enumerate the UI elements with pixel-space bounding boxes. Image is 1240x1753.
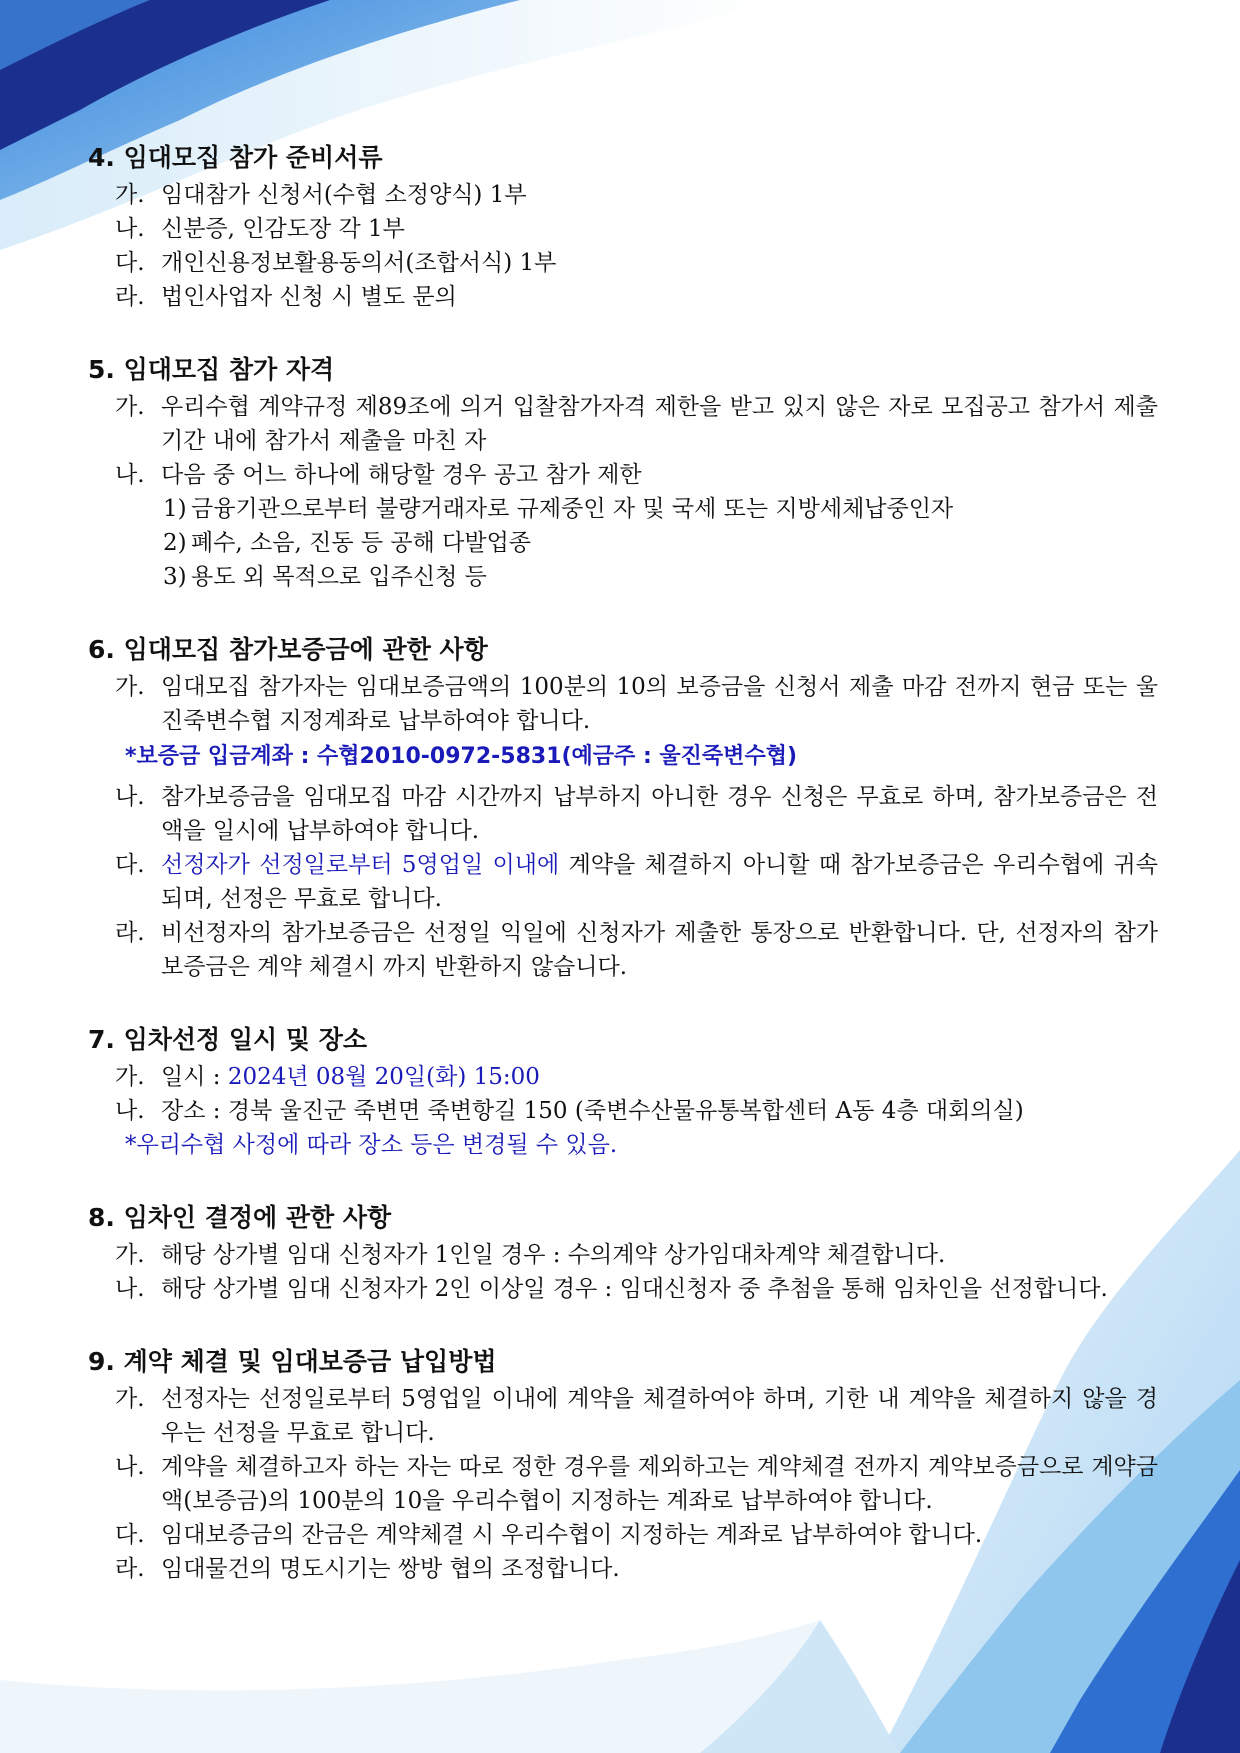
section-8-title: 8. 임차인 결정에 관한 사항 — [88, 1203, 392, 1232]
list-item: 라. 법인사업자 신청 시 별도 문의 — [115, 284, 457, 310]
section-9-title: 9. 계약 체결 및 임대보증금 납입방법 — [88, 1347, 497, 1376]
section-6-title: 6. 임대모집 참가보증금에 관한 사항 — [88, 635, 488, 664]
sub-list-item: 3) 용도 외 목적으로 입주신청 등 — [163, 564, 487, 590]
section-7 — [88, 1022, 1158, 1162]
selection-datetime: 2024년 08월 20일(화) 15:00 — [227, 1064, 540, 1090]
list-item: 라. 비선정자의 참가보증금은 선정일 익일에 신청자가 제출한 통장으로 반환합니다. 단, 선정자의 참가보증금은 계약 체결시 까지 반환하지 않습니다. — [115, 920, 1158, 980]
deposit-account-note: *보증금 입금계좌 : 수협2010-0972-5831(예금주 : 울진죽변수협) — [125, 744, 797, 769]
list-item: 나. 다음 중 어느 하나에 해당할 경우 공고 참가 제한 — [115, 462, 642, 488]
list-item: 나. 해당 상가별 임대 신청자가 2인 이상일 경우 : 임대신청자 중 추첨을 통해 임차인을 선정합니다. — [115, 1276, 1108, 1302]
section-4-title: 4. 임대모집 참가 준비서류 — [88, 143, 383, 172]
section-6 — [88, 632, 1158, 984]
section-4 — [88, 140, 1158, 314]
list-item: 다. 선정자가 선정일로부터 5영업일 이내에 계약을 체결하지 아니할 때 참가보증금은 우리수협에 귀속되며, 선정은 무효로 합니다. — [115, 852, 1158, 912]
list-item: 다. 임대보증금의 잔금은 계약체결 시 우리수협이 지정하는 계좌로 납부하여야 합니다. — [115, 1522, 983, 1548]
list-item: 가. 해당 상가별 임대 신청자가 1인일 경우 : 수의계약 상가임대차계약 체결합니다. — [115, 1242, 946, 1268]
sub-list-item: 1) 금융기관으로부터 불량거래자로 규제중인 자 및 국세 또는 지방세체납중인자 — [163, 496, 954, 522]
sub-list-item: 2) 폐수, 소음, 진동 등 공해 다발업종 — [163, 530, 532, 556]
section-7-title: 7. 임차선정 일시 및 장소 — [88, 1025, 368, 1054]
list-item: 가. 선정자는 선정일로부터 5영업일 이내에 계약을 체결하여야 하며, 기한 내 계약을 체결하지 않을 경우는 선정을 무효로 합니다. — [115, 1386, 1158, 1446]
highlighted-text: 선정자가 선정일로부터 5영업일 이내에 — [161, 852, 560, 878]
list-item: 가. 일시 : 2024년 08월 20일(화) 15:00 — [115, 1064, 540, 1090]
list-item: 나. 신분증, 인감도장 각 1부 — [115, 216, 405, 242]
list-item: 가. 임대모집 참가자는 임대보증금액의 100분의 10의 보증금을 신청서 제출 마감 전까지 현금 또는 울진죽변수협 지정계좌로 납부하여야 합니다. — [115, 674, 1158, 734]
list-item: 나. 장소 : 경북 울진군 죽변면 죽변항길 150 (죽변수산물유통복합센터 A동 4층 대회의실) — [115, 1098, 1024, 1124]
section-8 — [88, 1200, 1158, 1306]
list-item: 나. 참가보증금을 임대모집 마감 시간까지 납부하지 아니한 경우 신청은 무효로 하며, 참가보증금은 전액을 일시에 납부하여야 합니다. — [115, 784, 1158, 844]
list-item: 가. 임대참가 신청서(수협 소정양식) 1부 — [115, 182, 527, 208]
list-item: 나. 계약을 체결하고자 하는 자는 따로 정한 경우를 제외하고는 계약체결 전까지 계약보증금으로 계약금액(보증금)의 100분의 10을 우리수협이 지정하는 계좌로 납부하여야 합니다. — [115, 1454, 1158, 1514]
list-item: 가. 우리수협 계약규정 제89조에 의거 입찰참가자격 제한을 받고 있지 않은 자로 모집공고 참가서 제출기간 내에 참가서 제출을 마친 자 — [115, 394, 1158, 454]
section-9 — [88, 1344, 1158, 1586]
list-item: 다. 개인신용정보활용동의서(조합서식) 1부 — [115, 250, 557, 276]
list-item: 라. 임대물건의 명도시기는 쌍방 협의 조정합니다. — [115, 1556, 620, 1582]
section-5 — [88, 352, 1158, 594]
venue-change-note: *우리수협 사정에 따라 장소 등은 변경될 수 있음. — [125, 1132, 618, 1158]
section-5-title: 5. 임대모집 참가 자격 — [88, 355, 335, 384]
